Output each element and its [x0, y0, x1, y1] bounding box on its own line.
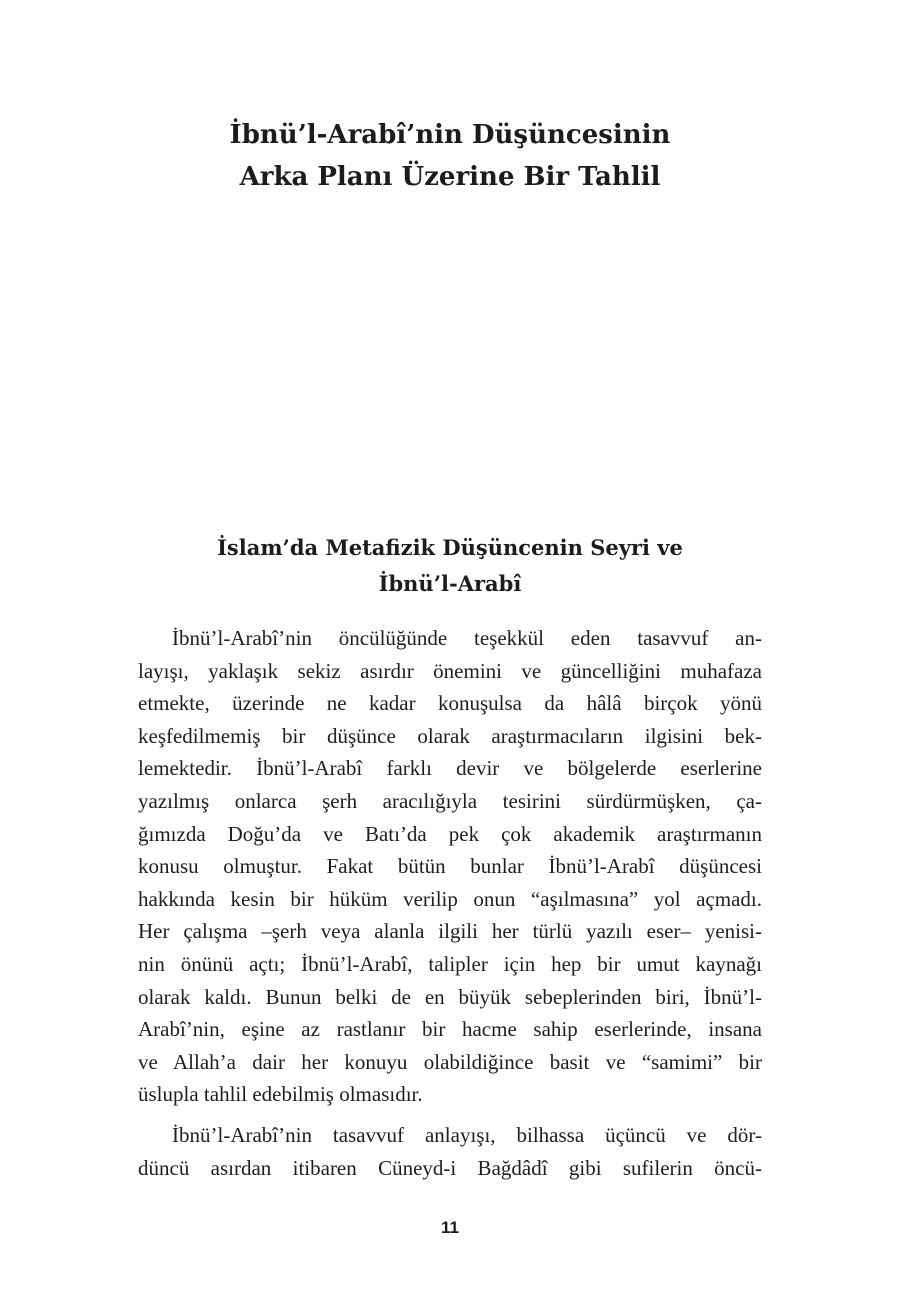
- section-heading: [0, 530, 900, 602]
- paragraph-line: düncü asırdan itibaren Cüneyd-i Bağdâdî gibi sufilerin öncü-: [138, 1155, 762, 1180]
- section-heading-line-2: İbnü’l-Arabî: [378, 571, 522, 596]
- page-number: 11: [441, 1218, 459, 1237]
- paragraph-line: nin önünü açtı; İbnü’l-Arabî, talipler için hep bir umut kaynağı: [138, 951, 762, 976]
- paragraph-line: layışı, yaklaşık sekiz asırdır önemini ve güncelliğini muhafaza: [138, 658, 762, 683]
- paragraph-2: [138, 1119, 762, 1184]
- paragraph-line: İbnü’l-Arabî’nin tasavvuf anlayışı, bilhassa üçüncü ve dör-: [172, 1122, 762, 1147]
- paragraph-line: yazılmış onlarca şerh aracılığıyla tesirini sürdürmüşken, ça-: [138, 788, 762, 813]
- paragraph-line: Her çalışma –şerh veya alanla ilgili her türlü yazılı eser– yenisi-: [138, 919, 762, 944]
- paragraph-line: olarak kaldı. Bunun belki de en büyük sebeplerinden biri, İbnü’l-: [138, 984, 762, 1009]
- chapter-title-line-1: İbnü’l-Arabî’nin Düşüncesinin: [229, 120, 671, 150]
- paragraph-line: İbnü’l-Arabî’nin öncülüğünde teşekkül eden tasavvuf an-: [172, 626, 762, 650]
- paragraph-line: etmekte, üzerinde ne kadar konuşulsa da hâlâ birçok yönü: [138, 691, 762, 716]
- paragraph-line: hakkında kesin bir hüküm verilip onun “aşılmasına” yol açmadı.: [138, 886, 762, 911]
- body-text: [138, 622, 762, 1184]
- paragraph-1: [138, 622, 762, 1111]
- paragraph-line: ve Allah’a dair her konuyu olabildiğince basit ve “samimi” bir: [138, 1049, 762, 1074]
- paragraph-line: Arabî’nin, eşine az rastlanır bir hacme sahip eserlerinde, insana: [138, 1017, 762, 1042]
- chapter-title-line-2: Arka Planı Üzerine Bir Tahlil: [239, 162, 661, 192]
- paragraph-line: konusu olmuştur. Fakat bütün bunlar İbnü’l-Arabî düşüncesi: [138, 854, 762, 879]
- section-heading-line-1: İslam’da Metafizik Düşüncenin Seyri ve: [217, 535, 683, 560]
- paragraph-line: lemektedir. İbnü’l-Arabî farklı devir ve bölgelerde eserlerine: [138, 756, 762, 781]
- chapter-title: [0, 114, 900, 198]
- paragraph-line: keşfedilmemiş bir düşünce olarak araştırmacıların ilgisini bek-: [138, 723, 762, 748]
- paragraph-line: ğımızda Doğu’da ve Batı’da pek çok akademik araştırmanın: [138, 821, 762, 846]
- paragraph-spacer: [138, 1111, 762, 1119]
- paragraph-line: üslupla tahlil edebilmiş olmasıdır.: [138, 1082, 423, 1107]
